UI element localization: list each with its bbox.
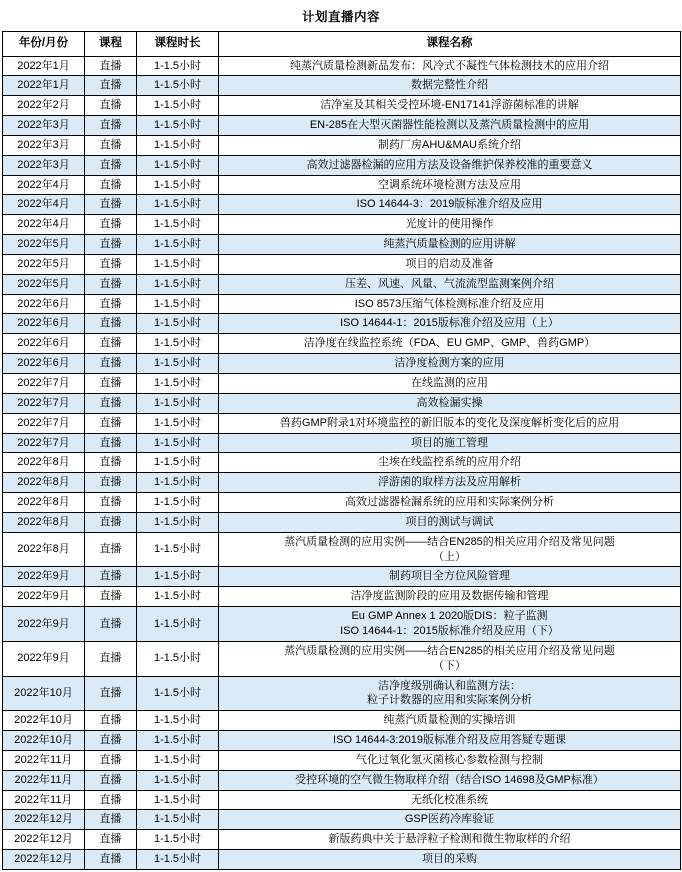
cell-duration: 1-1.5小时	[137, 195, 219, 215]
table-row	[3, 731, 681, 751]
course-name-line: 项目的测试与调试	[405, 515, 494, 528]
cell-course-type: 直播	[85, 155, 137, 175]
cell-duration: 1-1.5小时	[137, 641, 219, 676]
course-name-line: 蒸汽质量检测的应用实例——结合EN285的相关应用介绍及常见问题	[284, 535, 615, 548]
cell-month: 2022年8月	[3, 512, 85, 532]
cell-month: 2022年9月	[3, 567, 85, 587]
cell-month: 2022年11月	[3, 750, 85, 770]
course-name-lines	[222, 356, 677, 371]
cell-month: 2022年9月	[3, 641, 85, 676]
cell-duration: 1-1.5小时	[137, 607, 219, 642]
course-name-lines	[222, 98, 677, 113]
column-header-month: 年份/月份	[3, 32, 85, 57]
column-header-course-name: 课程名称	[219, 32, 681, 57]
cell-duration: 1-1.5小时	[137, 393, 219, 413]
cell-course-type: 直播	[85, 770, 137, 790]
cell-month: 2022年1月	[3, 56, 85, 76]
cell-course-name	[219, 790, 681, 810]
course-name-lines	[222, 495, 677, 510]
cell-course-name	[219, 473, 681, 493]
cell-duration: 1-1.5小时	[137, 334, 219, 354]
cell-duration: 1-1.5小时	[137, 56, 219, 76]
cell-duration: 1-1.5小时	[137, 374, 219, 394]
cell-course-name	[219, 274, 681, 294]
table-row	[3, 433, 681, 453]
cell-duration: 1-1.5小时	[137, 76, 219, 96]
cell-duration: 1-1.5小时	[137, 96, 219, 116]
table-row	[3, 195, 681, 215]
table-row	[3, 116, 681, 136]
table-row	[3, 790, 681, 810]
course-name-lines	[222, 336, 677, 351]
course-name-lines	[222, 569, 677, 584]
cell-course-type: 直播	[85, 254, 137, 274]
cell-duration: 1-1.5小时	[137, 235, 219, 255]
cell-course-name	[219, 810, 681, 830]
cell-duration: 1-1.5小时	[137, 473, 219, 493]
course-name-lines	[222, 138, 677, 153]
cell-duration: 1-1.5小时	[137, 850, 219, 870]
course-name-lines	[222, 753, 677, 768]
cell-duration: 1-1.5小时	[137, 810, 219, 830]
table-row	[3, 374, 681, 394]
cell-course-name	[219, 641, 681, 676]
cell-course-type: 直播	[85, 641, 137, 676]
cell-month: 2022年11月	[3, 790, 85, 810]
cell-course-name	[219, 135, 681, 155]
course-name-lines	[222, 297, 677, 312]
cell-duration: 1-1.5小时	[137, 493, 219, 513]
course-name-lines	[222, 316, 677, 331]
course-name-line: 项目的施工管理	[411, 436, 488, 449]
cell-course-name	[219, 532, 681, 567]
cell-month: 2022年10月	[3, 711, 85, 731]
table-row	[3, 453, 681, 473]
cell-course-name	[219, 512, 681, 532]
course-name-line: 洁净度检测方案的应用	[394, 357, 505, 370]
cell-duration: 1-1.5小时	[137, 790, 219, 810]
cell-month: 2022年4月	[3, 195, 85, 215]
cell-course-name	[219, 493, 681, 513]
course-name-lines	[222, 644, 677, 674]
cell-course-type: 直播	[85, 750, 137, 770]
table-row	[3, 512, 681, 532]
table-row	[3, 175, 681, 195]
cell-course-name	[219, 850, 681, 870]
cell-month: 2022年4月	[3, 215, 85, 235]
cell-course-name	[219, 393, 681, 413]
cell-duration: 1-1.5小时	[137, 433, 219, 453]
cell-course-type: 直播	[85, 215, 137, 235]
course-name-line: 气化过氧化氢灭菌核心参数检测与控制	[356, 753, 543, 766]
table-row	[3, 567, 681, 587]
cell-month: 2022年9月	[3, 587, 85, 607]
course-name-line: 粒子计数器的应用和实际案例分析	[367, 694, 532, 707]
course-name-line: ISO 14644-1：2015版标准介绍及应用（下）	[340, 624, 559, 637]
course-name-lines	[222, 197, 677, 212]
table-row	[3, 587, 681, 607]
cell-course-type: 直播	[85, 433, 137, 453]
course-name-lines	[222, 679, 677, 709]
course-name-line: （上）	[433, 550, 466, 563]
cell-month: 2022年5月	[3, 274, 85, 294]
course-name-lines	[222, 416, 677, 431]
course-name-line: 新版药典中关于悬浮粒子检测和微生物取样的介绍	[328, 833, 571, 846]
cell-month: 2022年6月	[3, 294, 85, 314]
cell-course-name	[219, 254, 681, 274]
cell-duration: 1-1.5小时	[137, 453, 219, 473]
course-name-lines	[222, 277, 677, 292]
course-name-line: 无纸化校准系统	[411, 793, 488, 806]
cell-month: 2022年8月	[3, 493, 85, 513]
cell-course-type: 直播	[85, 175, 137, 195]
cell-course-type: 直播	[85, 96, 137, 116]
cell-course-type: 直播	[85, 235, 137, 255]
table-row	[3, 750, 681, 770]
course-name-lines	[222, 376, 677, 391]
course-name-line: 高效过滤器检漏系统的应用和实际案例分析	[345, 496, 554, 509]
course-name-lines	[222, 832, 677, 847]
table-row	[3, 711, 681, 731]
cell-month: 2022年2月	[3, 96, 85, 116]
course-name-line: 浮游菌的取样方法及应用解析	[378, 476, 521, 489]
cell-duration: 1-1.5小时	[137, 274, 219, 294]
cell-course-type: 直播	[85, 195, 137, 215]
cell-month: 2022年1月	[3, 76, 85, 96]
table-row	[3, 770, 681, 790]
cell-course-type: 直播	[85, 850, 137, 870]
cell-course-name	[219, 314, 681, 334]
cell-month: 2022年10月	[3, 676, 85, 711]
cell-duration: 1-1.5小时	[137, 676, 219, 711]
table-row	[3, 76, 681, 96]
cell-month: 2022年3月	[3, 135, 85, 155]
cell-course-name	[219, 676, 681, 711]
cell-course-name	[219, 433, 681, 453]
table-row	[3, 493, 681, 513]
course-name-lines	[222, 773, 677, 788]
cell-month: 2022年12月	[3, 810, 85, 830]
cell-course-type: 直播	[85, 790, 137, 810]
cell-duration: 1-1.5小时	[137, 354, 219, 374]
cell-course-type: 直播	[85, 532, 137, 567]
course-name-line: 制药厂房AHU&MAU系统介绍	[377, 138, 521, 151]
cell-duration: 1-1.5小时	[137, 254, 219, 274]
cell-course-type: 直播	[85, 354, 137, 374]
cell-duration: 1-1.5小时	[137, 413, 219, 433]
cell-course-type: 直播	[85, 135, 137, 155]
table-row	[3, 532, 681, 567]
course-name-lines	[222, 515, 677, 530]
cell-course-type: 直播	[85, 512, 137, 532]
cell-course-name	[219, 413, 681, 433]
cell-month: 2022年11月	[3, 770, 85, 790]
cell-month: 2022年7月	[3, 413, 85, 433]
table-body	[3, 56, 681, 869]
table-row	[3, 393, 681, 413]
cell-course-name	[219, 175, 681, 195]
table-row	[3, 235, 681, 255]
cell-course-name	[219, 453, 681, 473]
cell-course-name	[219, 76, 681, 96]
cell-course-name	[219, 354, 681, 374]
cell-month: 2022年12月	[3, 850, 85, 870]
course-name-lines	[222, 178, 677, 193]
table-row	[3, 850, 681, 870]
cell-duration: 1-1.5小时	[137, 711, 219, 731]
cell-course-type: 直播	[85, 587, 137, 607]
live-course-schedule-table	[2, 31, 681, 870]
course-name-lines	[222, 158, 677, 173]
cell-month: 2022年6月	[3, 334, 85, 354]
course-name-line: 洁净室及其相关受控环境-EN17141浮游菌标准的讲解	[320, 99, 579, 112]
cell-duration: 1-1.5小时	[137, 750, 219, 770]
course-name-line: 在线监测的应用	[411, 377, 488, 390]
cell-duration: 1-1.5小时	[137, 587, 219, 607]
cell-duration: 1-1.5小时	[137, 770, 219, 790]
cell-course-type: 直播	[85, 676, 137, 711]
cell-duration: 1-1.5小时	[137, 731, 219, 751]
cell-course-name	[219, 731, 681, 751]
cell-duration: 1-1.5小时	[137, 512, 219, 532]
cell-month: 2022年6月	[3, 314, 85, 334]
cell-month: 2022年10月	[3, 731, 85, 751]
course-name-line: ISO 14644-3：2019版标准介绍及应用	[356, 198, 543, 211]
cell-month: 2022年5月	[3, 254, 85, 274]
table-row	[3, 641, 681, 676]
course-name-lines	[222, 59, 677, 74]
cell-duration: 1-1.5小时	[137, 567, 219, 587]
table-row	[3, 135, 681, 155]
table-row	[3, 274, 681, 294]
cell-course-type: 直播	[85, 56, 137, 76]
cell-course-type: 直播	[85, 76, 137, 96]
course-name-lines	[222, 78, 677, 93]
course-name-line: Eu GMP Annex 1 2020版DIS：粒子监测	[351, 610, 548, 623]
course-name-lines	[222, 237, 677, 252]
cell-course-name	[219, 607, 681, 642]
table-row	[3, 413, 681, 433]
course-name-lines	[222, 535, 677, 565]
page-title: 计划直播内容	[301, 10, 380, 24]
cell-month: 2022年8月	[3, 453, 85, 473]
course-name-line: （下）	[433, 659, 466, 672]
cell-duration: 1-1.5小时	[137, 314, 219, 334]
table-row	[3, 334, 681, 354]
cell-duration: 1-1.5小时	[137, 294, 219, 314]
table-row	[3, 830, 681, 850]
course-name-line: EN-285在大型灭菌器性能检测以及蒸汽质量检测中的应用	[309, 119, 590, 132]
cell-course-type: 直播	[85, 453, 137, 473]
course-name-lines	[222, 852, 677, 867]
cell-duration: 1-1.5小时	[137, 116, 219, 136]
cell-month: 2022年3月	[3, 116, 85, 136]
course-name-line: 项目的采购	[422, 853, 477, 866]
course-name-line: 项目的启动及准备	[405, 257, 494, 270]
course-name-line: 纯蒸汽质量检测的实操培训	[383, 714, 516, 727]
course-name-line: 空调系统环境检测方法及应用	[378, 178, 521, 191]
table-row	[3, 810, 681, 830]
cell-month: 2022年7月	[3, 393, 85, 413]
cell-course-type: 直播	[85, 567, 137, 587]
course-name-lines	[222, 713, 677, 728]
cell-course-type: 直播	[85, 607, 137, 642]
cell-course-type: 直播	[85, 473, 137, 493]
cell-course-type: 直播	[85, 493, 137, 513]
cell-course-name	[219, 587, 681, 607]
table-row	[3, 254, 681, 274]
course-name-line: ISO 8573压缩气体检测标准介绍及应用	[354, 297, 545, 310]
course-name-line: ISO 14644-3:2019版标准介绍及应用答疑专题课	[333, 734, 566, 747]
table-row	[3, 354, 681, 374]
table-row	[3, 294, 681, 314]
table-row	[3, 676, 681, 711]
cell-duration: 1-1.5小时	[137, 175, 219, 195]
cell-course-type: 直播	[85, 810, 137, 830]
cell-course-name	[219, 195, 681, 215]
cell-course-type: 直播	[85, 274, 137, 294]
cell-course-type: 直播	[85, 711, 137, 731]
table-row	[3, 96, 681, 116]
course-name-line: 洁净度级别确认和监测方法：	[378, 679, 521, 692]
cell-duration: 1-1.5小时	[137, 135, 219, 155]
cell-month: 2022年3月	[3, 155, 85, 175]
table-row	[3, 473, 681, 493]
cell-course-type: 直播	[85, 393, 137, 413]
cell-month: 2022年5月	[3, 235, 85, 255]
course-name-line: 尘埃在线监控系统的应用介绍	[378, 456, 521, 469]
table-header-row	[3, 32, 681, 57]
course-name-line: 压差、风速、风量、气流流型监测案例介绍	[345, 277, 554, 290]
course-name-line: 数据完整性介绍	[411, 79, 488, 92]
cell-month: 2022年4月	[3, 175, 85, 195]
cell-duration: 1-1.5小时	[137, 532, 219, 567]
table-row	[3, 215, 681, 235]
cell-duration: 1-1.5小时	[137, 155, 219, 175]
course-name-lines	[222, 793, 677, 808]
course-name-line: 光度计的使用操作	[405, 218, 494, 231]
cell-course-name	[219, 215, 681, 235]
cell-course-type: 直播	[85, 374, 137, 394]
table-header	[3, 32, 681, 57]
cell-month: 2022年7月	[3, 433, 85, 453]
course-name-lines	[222, 475, 677, 490]
cell-course-type: 直播	[85, 314, 137, 334]
course-name-line: ISO 14644-1：2015版标准介绍及应用（上）	[340, 317, 559, 330]
cell-month: 2022年8月	[3, 473, 85, 493]
course-name-lines	[222, 217, 677, 232]
cell-course-name	[219, 770, 681, 790]
course-name-lines	[222, 436, 677, 451]
table-row	[3, 155, 681, 175]
cell-course-name	[219, 711, 681, 731]
cell-duration: 1-1.5小时	[137, 830, 219, 850]
cell-month: 2022年7月	[3, 374, 85, 394]
course-name-line: 纯蒸汽质量检测新品发布：风冷式不凝性气体检测技术的应用介绍	[290, 59, 609, 72]
course-name-line: 洁净度在线监控系统（FDA、EU GMP、GMP、兽药GMP）	[303, 337, 596, 350]
cell-month: 2022年6月	[3, 354, 85, 374]
cell-course-name	[219, 116, 681, 136]
course-name-line: 兽药GMP附录1对环境监控的新旧版本的变化及深度解析变化后的应用	[279, 416, 620, 429]
course-name-line: 受控环境的空气微生物取样介绍（结合ISO 14698及GMP标准）	[295, 773, 604, 786]
course-name-lines	[222, 733, 677, 748]
cell-course-name	[219, 567, 681, 587]
course-name-line: GSP医药冷库验证	[404, 813, 495, 826]
cell-course-type: 直播	[85, 731, 137, 751]
cell-course-name	[219, 235, 681, 255]
cell-course-name	[219, 334, 681, 354]
cell-course-name	[219, 56, 681, 76]
course-name-line: 洁净度监测阶段的应用及数据传输和管理	[350, 590, 549, 603]
cell-month: 2022年8月	[3, 532, 85, 567]
cell-course-name	[219, 96, 681, 116]
cell-course-type: 直播	[85, 413, 137, 433]
cell-course-name	[219, 750, 681, 770]
course-name-lines	[222, 118, 677, 133]
course-name-line: 蒸汽质量检测的应用实例——结合EN285的相关应用介绍及常见问题	[284, 644, 615, 657]
cell-course-name	[219, 374, 681, 394]
course-name-lines	[222, 396, 677, 411]
course-name-lines	[222, 455, 677, 470]
column-header-type: 课程	[85, 32, 137, 57]
table-row	[3, 314, 681, 334]
cell-month: 2022年9月	[3, 607, 85, 642]
course-name-lines	[222, 812, 677, 827]
table-row	[3, 56, 681, 76]
cell-course-name	[219, 294, 681, 314]
cell-course-type: 直播	[85, 116, 137, 136]
course-name-line: 制药项目全方位风险管理	[389, 570, 510, 583]
cell-course-type: 直播	[85, 334, 137, 354]
course-name-lines	[222, 257, 677, 272]
course-name-line: 纯蒸汽质量检测的应用讲解	[383, 238, 516, 251]
cell-course-name	[219, 155, 681, 175]
cell-course-type: 直播	[85, 294, 137, 314]
course-name-lines	[222, 589, 677, 604]
cell-duration: 1-1.5小时	[137, 215, 219, 235]
cell-course-type: 直播	[85, 830, 137, 850]
cell-course-name	[219, 830, 681, 850]
column-header-duration: 课程时长	[137, 32, 219, 57]
course-name-line: 高效过滤器检漏的应用方法及设备维护保养校准的重要意义	[306, 158, 593, 171]
course-name-line: 高效检漏实操	[416, 396, 483, 409]
table-row	[3, 607, 681, 642]
cell-month: 2022年12月	[3, 830, 85, 850]
course-name-lines	[222, 609, 677, 639]
